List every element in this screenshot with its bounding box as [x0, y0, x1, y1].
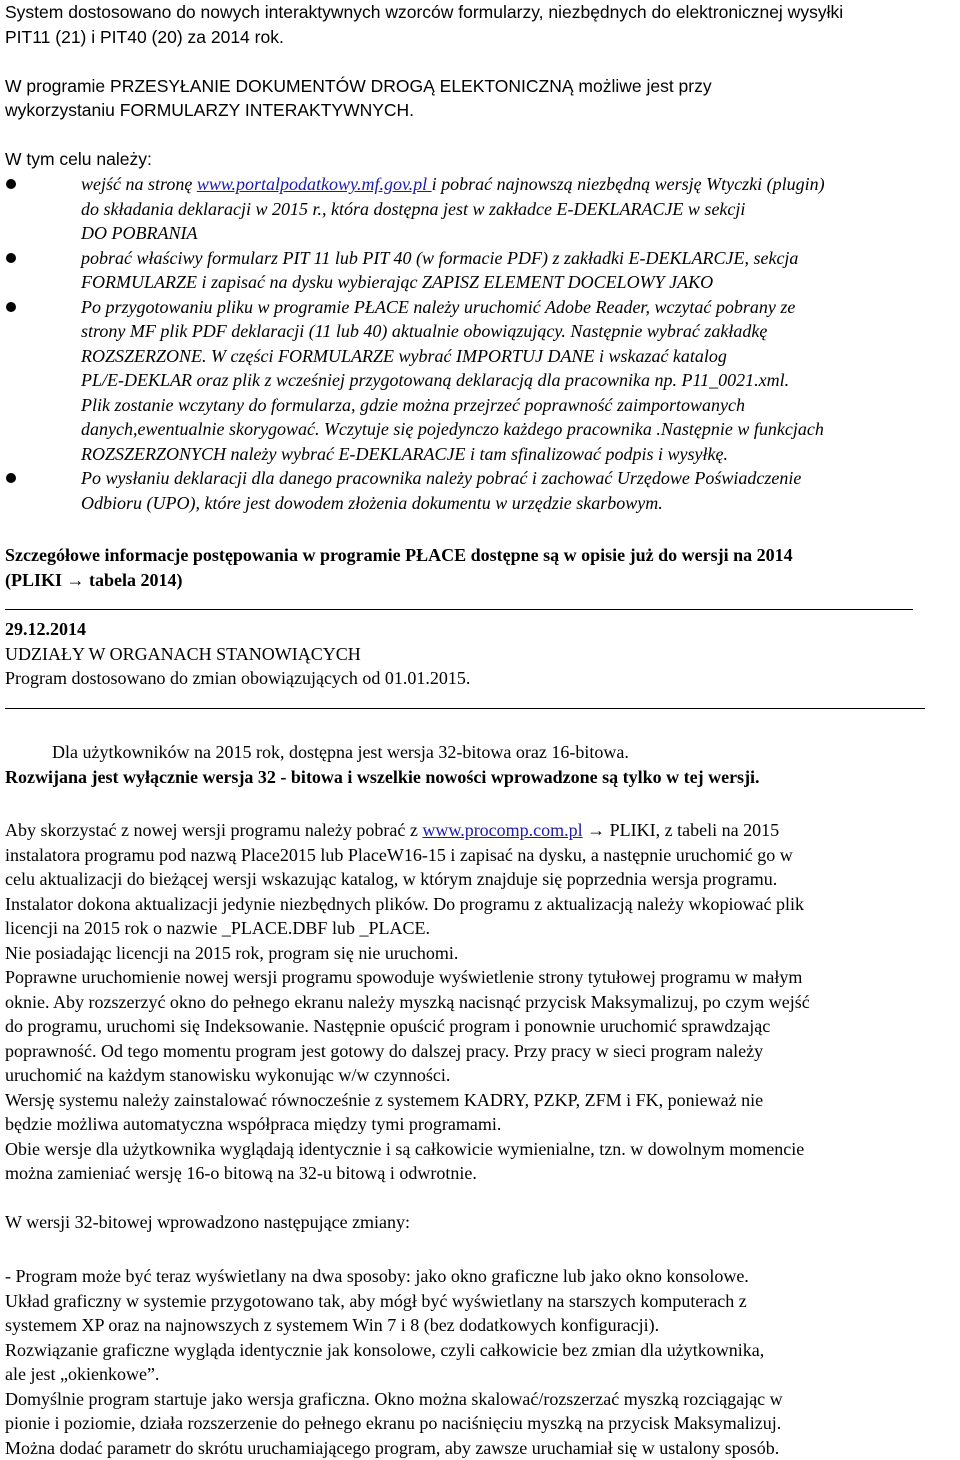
list-item: [5, 466, 825, 515]
bullet-icon: [6, 253, 16, 263]
list-text: wejść na stronę: [81, 174, 197, 194]
list-item: [5, 172, 825, 246]
install-text: → PLIKI, z tabeli na 2015: [582, 820, 780, 840]
list-text: FORMULARZE i zapisać na dysku wybierając ZAPISZ ELEMENT DOCELOWY JAKO: [81, 272, 714, 292]
list-text: ROZSZERZONYCH należy wybrać E-DEKLARACJE i tam sfinalizować podpis i wysyłkę.: [81, 443, 728, 464]
intro-line: W programie PRZESYŁANIE DOKUMENTÓW DROGĄ ELEKTONICZNĄ możliwe jest przy: [5, 75, 712, 96]
install-line: instalatora programu pod nazwą Place2015 lub PlaceW16-15 i zapisać na dysku, a następnie uruchomić go w: [5, 844, 793, 865]
intro-section: [5, 0, 843, 172]
details-line: (PLIKI → tabela 2014): [5, 569, 183, 590]
changes-heading: W wersji 32-bitowej wprowadzono następujące zmiany:: [5, 1212, 411, 1232]
changes-line: ale jest „okienkowe”.: [5, 1364, 160, 1384]
list-text: DO POBRANIA: [81, 223, 198, 243]
intro-line: W tym celu należy:: [5, 149, 152, 169]
install-line: Nie posiadając licencji na 2015 rok, program się nie uruchomi.: [5, 942, 459, 963]
spacer: [5, 49, 843, 74]
release-date: 29.12.2014: [5, 619, 86, 639]
list-text: Odbioru (UPO), które jest dowodem złożenia dokumentu w urzędzie skarbowym.: [81, 492, 663, 513]
install-line: Obie wersje dla użytkownika wyglądają identycznie i są całkowicie wymienialne, tzn. w dowolnym momencie: [5, 1138, 805, 1159]
list-text: Plik zostanie wczytany do formularza, gdzie można przejrzeć poprawność zaimportowanych: [81, 394, 745, 415]
intro-line: System dostosowano do nowych interaktywnych wzorców formularzy, niezbędnych do elektronicznej wysyłki: [5, 2, 844, 22]
changes-line: Można dodać parametr do skrótu uruchamiającego program, aby zawsze uruchamiał się w ustalony sposób.: [5, 1437, 780, 1458]
list-text: danych,ewentualnie skorygować. Wczytuje się pojedynczo każdego pracownika .Następnie w funkcjach: [81, 419, 824, 439]
install-line: poprawność. Od tego momentu program jest gotowy do dalszej pracy. Przy pracy w sieci program należy: [5, 1040, 764, 1061]
divider: [5, 609, 913, 610]
release-section: [5, 617, 470, 691]
details-note: [5, 543, 793, 592]
install-section: [5, 818, 810, 1186]
install-line: Instalator dokona aktualizacji jedynie niezbędnych plików. Do programu z aktualizacją należy wkopiować plik: [5, 893, 805, 914]
install-line: Poprawne uruchomienie nowej wersji programu spowoduje wyświetlenie strony tytułowej programu w małym: [5, 967, 803, 987]
versions-section: [5, 740, 760, 789]
changes-line: systemem XP oraz na najnowszych z systemem Win 7 i 8 (bez dodatkowych konfiguracji).: [5, 1315, 660, 1335]
bullet-icon: [6, 179, 16, 189]
spacer: [5, 123, 843, 148]
release-title: UDZIAŁY W ORGANACH STANOWIĄCYCH: [5, 643, 361, 664]
list-text: ROZSZERZONE. W części FORMULARZE wybrać IMPORTUJ DANE i wskazać katalog: [81, 345, 727, 366]
install-line: celu aktualizacji do bieżącej wersji wskazując katalog, w którym znajduje się poprzednia wersja programu.: [5, 869, 778, 889]
list-item: [5, 295, 825, 467]
list-text: Po wysłaniu deklaracji dla danego pracownika należy pobrać i zachować Urzędowe Poświadczenie: [81, 468, 802, 488]
install-line: do programu, uruchomi się Indeksowanie. Następnie opuścić program i ponownie uruchomić sprawdzając: [5, 1016, 771, 1036]
install-text: Aby skorzystać z nowej wersji programu należy pobrać z: [5, 820, 423, 840]
install-line: będzie możliwa automatyczna współpraca między tymi programami.: [5, 1114, 502, 1134]
list-text: Po przygotowaniu pliku w programie PŁACE należy uruchomić Adobe Reader, wczytać pobrany ze: [81, 296, 796, 317]
instructions-list: [5, 172, 825, 515]
bullet-icon: [6, 473, 16, 483]
changes-line: Układ graficzny w systemie przygotowano tak, aby mógł być wyświetlany na starszych komputerach z: [5, 1290, 747, 1311]
list-text: i pobrać najnowszą niezbędną wersję Wtyczki (plugin): [431, 174, 825, 194]
intro-line: wykorzystaniu FORMULARZY INTERAKTYWNYCH.: [5, 100, 415, 120]
versions-emphasis: Rozwijana jest wyłącznie wersja 32 - bitowa i wszelkie nowości wprowadzone są tylko w tej wersji.: [5, 766, 760, 787]
release-note: Program dostosowano do zmian obowiązujących od 01.01.2015.: [5, 668, 471, 688]
portal-link[interactable]: www.portalpodatkowy.mf.gov.pl: [196, 174, 432, 194]
versions-line: Dla użytkowników na 2015 rok, dostępna jest wersja 32-bitowa oraz 16-bitowa.: [52, 742, 629, 762]
list-text: strony MF plik PDF deklaracji (11 lub 40) aktualnie obowiązujący. Następnie wybrać zakładkę: [81, 321, 768, 341]
install-line: można zamieniać wersję 16-o bitową na 32-u bitową i odwrotnie.: [5, 1163, 477, 1183]
list-text: do składania deklaracji w 2015 r., która dostępna jest w zakładce E-DEKLARACJE w sekcji: [81, 198, 746, 219]
intro-line: PIT11 (21) i PIT40 (20) za 2014 rok.: [5, 26, 284, 47]
divider: [5, 708, 925, 709]
changes-line: pionie i poziomie, działa rozszerzenie do pełnego ekranu po naciśnięciu myszką na przycisk Maksymalizuj.: [5, 1413, 782, 1433]
procomp-link[interactable]: www.procomp.com.pl: [422, 820, 583, 840]
install-line: uruchomić na każdym stanowisku wykonując w/w czynności.: [5, 1065, 451, 1085]
list-text: pobrać właściwy formularz PIT 11 lub PIT 40 (w formacie PDF) z zakładki E-DEKLARCJE, sekcja: [81, 247, 799, 268]
list-text: PL/E-DEKLAR oraz plik z wcześniej przygotowaną deklaracją dla pracownika np. P11_0021.xml.: [81, 370, 790, 390]
changes-line: - Program może być teraz wyświetlany na dwa sposoby: jako okno graficzne lub jako okno konsolowe.: [5, 1266, 749, 1286]
list-item: [5, 246, 825, 295]
install-line: licencji na 2015 rok o nazwie _PLACE.DBF lub _PLACE.: [5, 918, 430, 938]
changes-line: Domyślnie program startuje jako wersja graficzna. Okno można skalować/rozszerzać myszką rozciągając w: [5, 1388, 783, 1409]
bullet-icon: [6, 302, 16, 312]
install-line: oknie. Aby rozszerzyć okno do pełnego ekranu należy myszką nacisnąć przycisk Maksymalizuj, po czym wejść: [5, 991, 810, 1012]
changes-line: Rozwiązanie graficzne wygląda identycznie jak konsolowe, czyli całkowicie bez zmian dla użytkownika,: [5, 1339, 765, 1360]
install-line: Wersję systemu należy zainstalować równocześnie z systemem KADRY, PZKP, ZFM i FK, ponieważ nie: [5, 1089, 764, 1110]
details-line: Szczegółowe informacje postępowania w programie PŁACE dostępne są w opisie już do wersji na 2014: [5, 545, 793, 565]
changes-section: [5, 1264, 783, 1460]
